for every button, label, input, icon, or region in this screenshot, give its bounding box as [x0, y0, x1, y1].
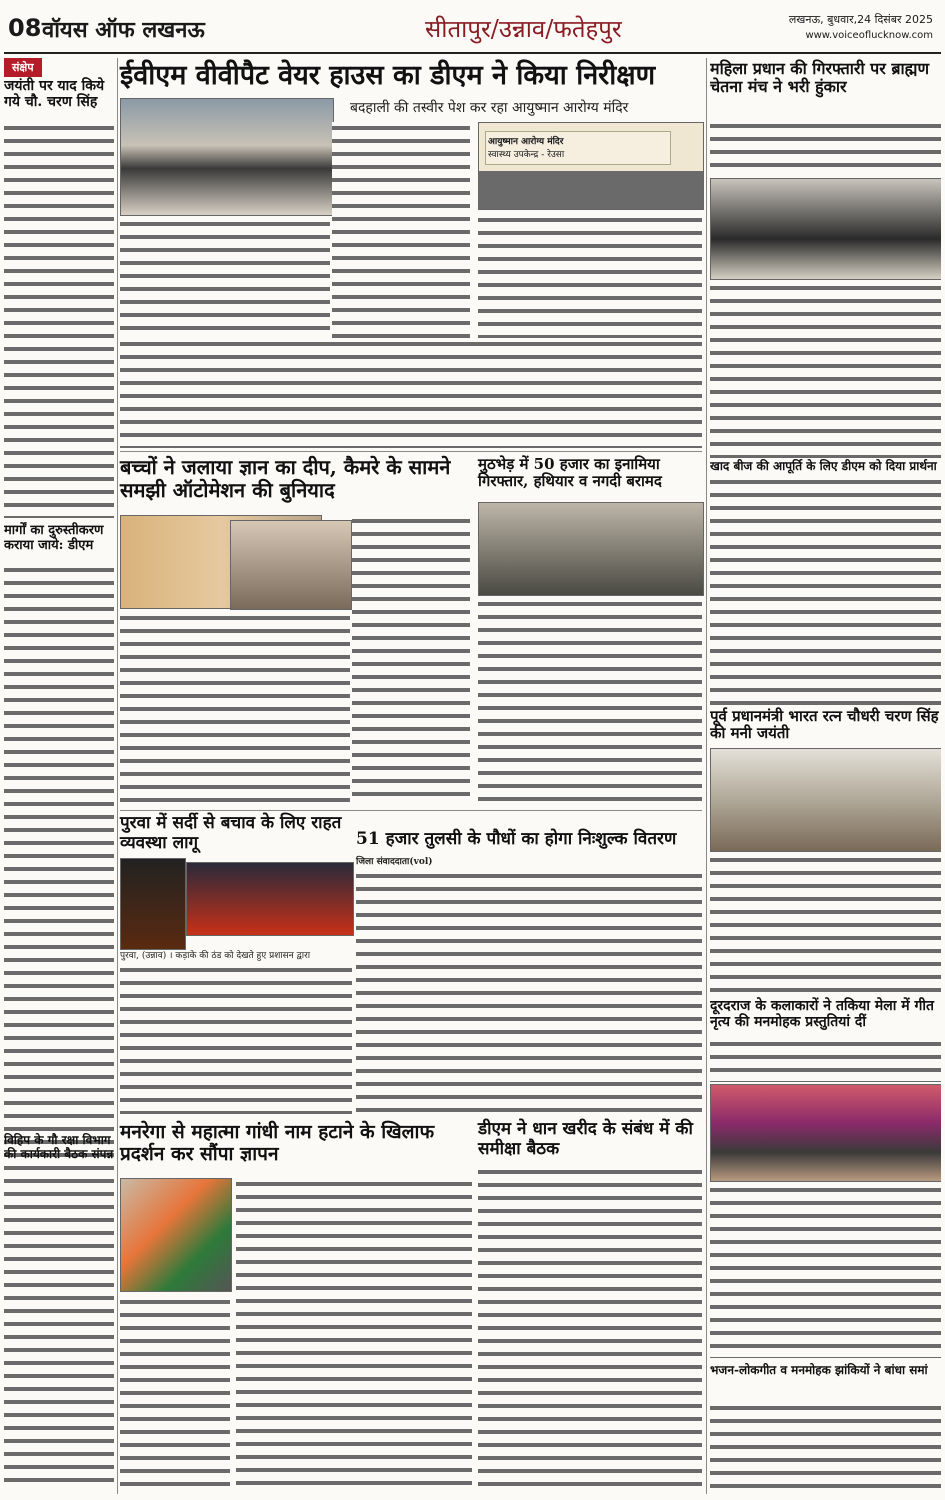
- left-briefs-column: [4, 58, 114, 1494]
- column-divider: [117, 58, 118, 1494]
- tulsi-byline: जिला संवाददाता(vol): [356, 857, 433, 867]
- children-headline: बच्चों ने जलाया ज्ञान का दीप, कैमरे के सामने समझी ऑटोमेशन की बुनियाद: [120, 455, 451, 502]
- right-story-4-text-b: [710, 1184, 941, 1358]
- brief-headline-1: जयंती पर याद किये गये चौ. चरण सिंह: [4, 78, 105, 111]
- right-column: [710, 58, 941, 1494]
- right-headline-5: भजन-लोकगीत व मनमोहक झांकियों ने बांधा समां: [710, 1363, 928, 1377]
- right-story-5-text: [710, 1402, 941, 1492]
- sign-line-2: स्वास्थ्य उपकेन्द्र - रेउसा: [488, 150, 565, 160]
- story-divider: [120, 451, 702, 452]
- dhan-headline: डीएम ने धान खरीद के संबंध में की समीक्षा बैठक: [478, 1119, 693, 1159]
- winter-photo-2: [186, 862, 354, 936]
- paper-name: वॉयस ऑफ लखनऊ: [42, 17, 205, 43]
- mgnrega-story-text-b: [120, 1296, 230, 1494]
- right-story-1-text-b: [710, 282, 941, 458]
- top-photo-health-centre: [478, 122, 704, 210]
- encounter-story-text: [478, 598, 702, 806]
- top-story-text-c: [120, 218, 330, 338]
- right-headline-4: दूरदराज के कलाकारों ने तकिया मेला में गीत नृत्य की मनमोहक प्रस्तुतियां दीं: [710, 998, 935, 1031]
- right-photo-2: [710, 748, 941, 852]
- right-story-3-text: [710, 854, 941, 994]
- brief-headline-3: विहिप के गौ रक्षा विभाग की कार्यकारी बैठक संपन्न: [4, 1133, 114, 1161]
- brief-text-2: [4, 564, 114, 1184]
- story-divider-2: [120, 810, 702, 811]
- brief-headline-2: मार्गों का दुरुस्तीकरण कराया जाये: डीएम: [4, 523, 104, 553]
- right-story-4-text-a: [710, 1038, 941, 1082]
- page-number: 08: [8, 14, 42, 42]
- website: www.voiceoflucknow.com: [805, 30, 933, 41]
- children-story-text-a: [352, 515, 470, 805]
- brief-text-1: [4, 122, 114, 518]
- tulsi-story-text: [356, 870, 702, 1118]
- top-headline: ईवीएम वीवीपैट वेयर हाउस का डीएम ने किया निरीक्षण: [120, 60, 656, 91]
- tulsi-headline: 51 हजार तुलसी के पौधों का होगा निःशुल्क वितरण: [356, 829, 677, 849]
- winter-photo-1: [120, 858, 186, 950]
- dateline: लखनऊ, बुधवार,24 दिसंबर 2025: [788, 13, 933, 26]
- top-photo-dm-inspection: [120, 98, 334, 216]
- children-story-text-b: [120, 612, 350, 806]
- right-photo-1: [710, 178, 941, 280]
- right-photo-3: [710, 1084, 941, 1182]
- top-subheadline: बदहाली की तस्वीर पेश कर रहा आयुष्मान आरोग्य मंदिर: [350, 100, 629, 116]
- mgnrega-photo: [120, 1178, 232, 1292]
- brief-text-3: [4, 1188, 114, 1488]
- winter-story-text: [120, 964, 352, 1114]
- edition-section: सीतापुर/उन्नाव/फतेहपुर: [425, 15, 622, 43]
- winter-lead: पुरवा, (उन्नाव) । कड़ाके की ठंड को देखते हुए प्रशासन द्वारा: [120, 951, 311, 961]
- top-story-text-a: [332, 122, 470, 338]
- top-story-text-d: [120, 338, 702, 448]
- mgnrega-story-text-a: [236, 1178, 472, 1494]
- right-story-2-text: [710, 476, 941, 706]
- children-photo-2: [230, 520, 352, 610]
- right-headline-2: खाद बीज की आपूर्ति के लिए डीएम को दिया प्रार्थना: [710, 459, 937, 473]
- encounter-photo: [478, 502, 704, 596]
- mgnrega-headline: मनरेगा से महात्मा गांधी नाम हटाने के खिलाफ प्रदर्शन कर सौंपा ज्ञापन: [120, 1121, 435, 1165]
- sign-line-1: आयुष्मान आरोग्य मंदिर: [488, 137, 564, 147]
- encounter-headline: मुठभेड़ में 50 हजार का इनामिया गिरफ्तार, हथियार व नगदी बरामद: [478, 455, 662, 491]
- right-headline-3: पूर्व प्रधानमंत्री भारत रत्न चौधरी चरण सिंह की मनी जयंती: [710, 707, 939, 743]
- top-story-text-b: [478, 214, 702, 338]
- winter-headline: पुरवा में सर्दी से बचाव के लिए राहत व्यवस्था लागू: [120, 813, 342, 853]
- health-centre-sign: [485, 131, 671, 165]
- building-wall-shape: [479, 171, 703, 209]
- brief-tag: संक्षेप: [4, 58, 42, 77]
- column-divider-right: [706, 58, 707, 1494]
- dhan-story-text: [478, 1166, 702, 1494]
- masthead-rule: [4, 52, 941, 54]
- right-headline-1: महिला प्रधान की गिरफ्तारी पर ब्राह्मण चेतना मंच ने भरी हुंकार: [710, 59, 930, 97]
- right-story-1-text-a: [710, 120, 941, 176]
- masthead: [0, 0, 945, 52]
